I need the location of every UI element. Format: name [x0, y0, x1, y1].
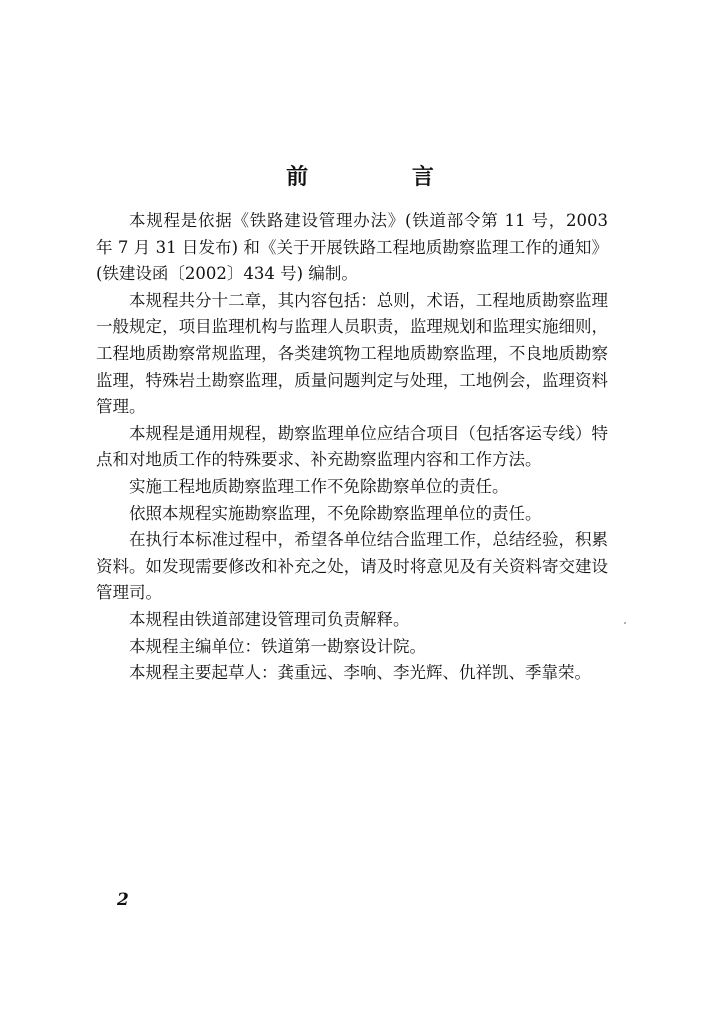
preface-body [96, 208, 608, 687]
paragraph-feedback: 在执行本标准过程中，希望各单位结合监理工作，总结经验，积累资料。如发现需要修改和补充之处，请及时将意见及有关资料寄交建设管理司。 [96, 530, 608, 603]
scan-speck [624, 622, 626, 624]
paragraph-drafters: 本规程主要起草人：龚重远、李响、李光辉、仇祥凯、季靠荣。 [129, 663, 591, 683]
paragraph-contents: 本规程共分十二章，其内容包括：总则，术语，工程地质勘察监理一般规定，项目监理机构与监理人员职责，监理规划和监理实施细则，工程地质勘察常规监理，各类建筑物工程地质勘察监理，不良地质勘察监理，特殊岩土勘察监理，质量问题判定与处理，工地例会，监理资料管理。 [96, 290, 608, 417]
paragraph-general-rules: 本规程是通用规程，勘察监理单位应结合项目（包括客运专线）特点和对地质工作的特殊要求、补充勘察监理内容和工作方法。 [96, 423, 608, 470]
paragraph-basis: 本规程是依据《铁路建设管理办法》(铁道部令第 11 号，2003 年 7 月 31 日发布) 和《关于开展铁路工程地质勘察监理工作的通知》(铁建设函〔2002〕434 号) 编制。 [96, 211, 608, 284]
paragraph-supervision-responsibility: 依照本规程实施勘察监理，不免除勘察监理单位的责任。 [129, 503, 542, 523]
paragraph-chief-editor: 本规程主编单位：铁道第一勘察设计院。 [129, 636, 426, 656]
page-number: 2 [117, 890, 129, 910]
paragraph-interpretation: 本规程由铁道部建设管理司负责解释。 [129, 609, 410, 629]
page-title: 前 言 [286, 164, 482, 190]
paragraph-survey-responsibility: 实施工程地质勘察监理工作不免除勘察单位的责任。 [129, 476, 509, 496]
